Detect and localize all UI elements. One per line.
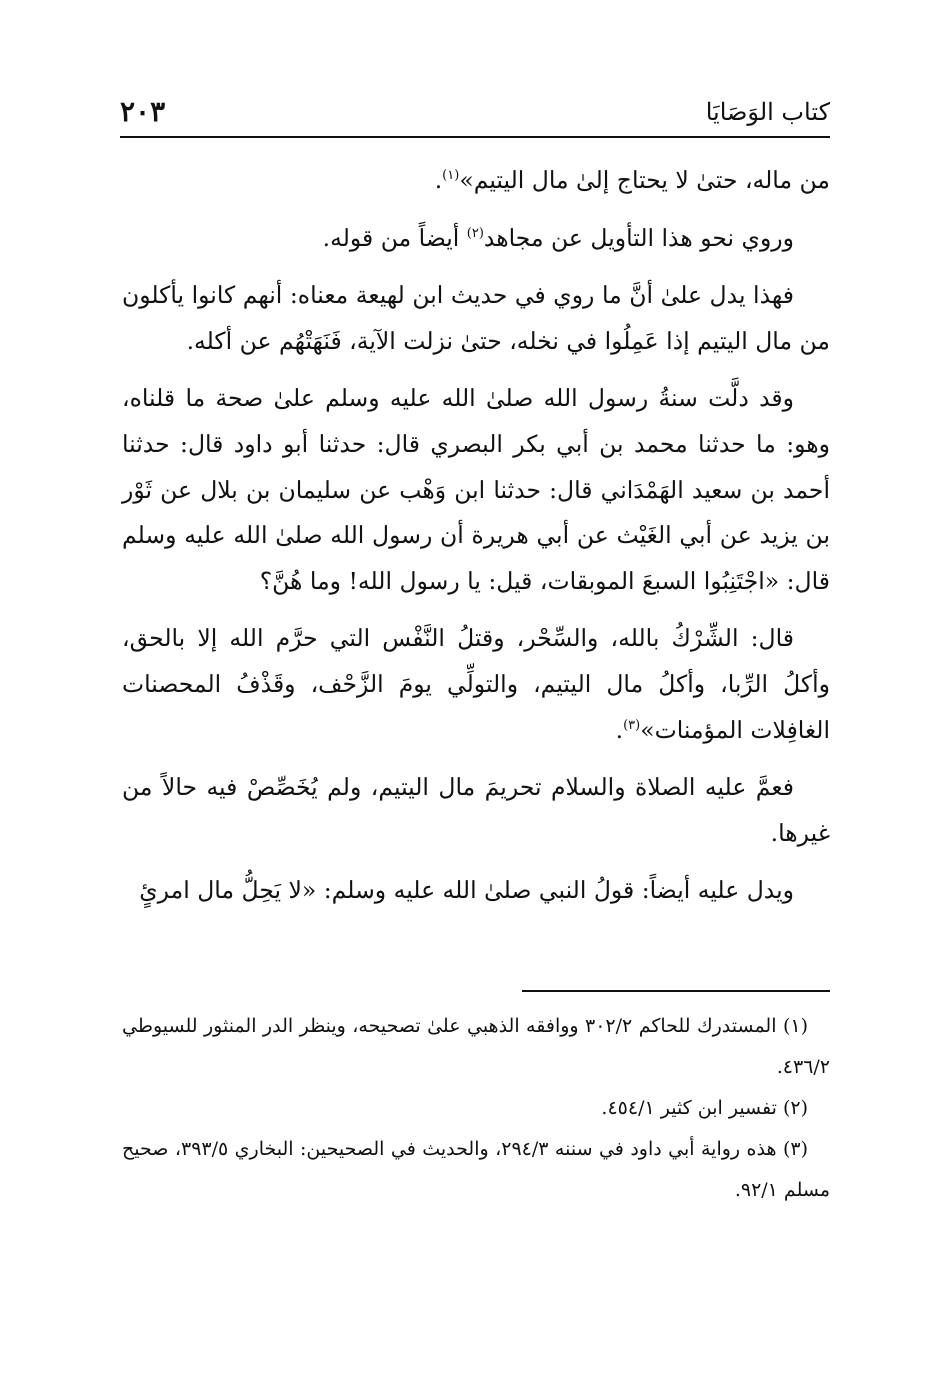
paragraph-6: فعمَّ عليه الصلاة والسلام تحريمَ مال اليتيم، ولم يُخَصِّصْ فيه حالاً من غيرها. bbox=[122, 773, 830, 847]
footnote-2: (٢) تفسير ابن كثير ٤٥٤/١. bbox=[601, 1097, 808, 1119]
paragraph-4: وقد دلَّت سنةُ رسول الله صلىٰ الله عليه وسلم علىٰ صحة ما قلناه، وهو: ما حدثنا محمد بن أبي بكر البصري قال: حدثنا أبو داود قال: حدثنا أحمد بن سعيد الهَمْدَاني قال: حدثنا ابن وَهْب عن سليمان بن بلال عن ثَوْر بن يزيد عن أبي الغَيْث عن أبي هريرة أن رسول الله صلىٰ الله عليه وسلم قال: «اجْتَنِبُوا السبعَ الموبقات، قيل: يا رسول الله! وما هُنَّ؟ bbox=[122, 384, 830, 595]
paragraph-1: من ماله، حتىٰ لا يحتاج إلىٰ مال اليتيم»$^{(١)}$. bbox=[434, 166, 830, 194]
footnote-1: (١) المستدرك للحاكم ٣٠٢/٢ ووافقه الذهبي علىٰ تصحيحه، وينظر الدر المنثور للسيوطي ٤٣٦/٢. bbox=[122, 1015, 830, 1078]
footnote-ref-3: (٣) bbox=[623, 717, 641, 733]
footnote-ref-2: (٢) bbox=[466, 225, 484, 241]
footnote-3: (٣) هذه رواية أبي داود في سننه ٢٩٤/٣، والحديث في الصحيحين: البخاري ٣٩٣/٥، صحيح مسلم ٩٢/١. bbox=[122, 1138, 830, 1201]
paragraph-5: قال: الشِّرْكُ بالله، والسِّحْر، وقتلُ النَّفْس التي حرَّم الله إلا بالحق، وأكلُ الرِّبا، وأكلُ مال اليتيم، والتولِّي يومَ الزَّحْف، وقَذْفُ المحصنات الغافِلات المؤمنات»$^{(٣)}$. bbox=[122, 624, 830, 744]
main-text bbox=[122, 158, 830, 926]
footnotes bbox=[122, 1006, 830, 1211]
footnote-ref-1: (١) bbox=[442, 168, 460, 184]
book-title: كتاب الوَصَايَا bbox=[705, 98, 830, 126]
paragraph-3: فهذا يدل علىٰ أنَّ ما روي في حديث ابن لهيعة معناه: أنهم كانوا يأكلون من مال اليتيم إذا عَمِلُوا في نخله، حتىٰ نزلت الآية، فَنَهَتْهُم عن أكله. bbox=[122, 281, 830, 355]
paragraph-2: وروي نحو هذا التأويل عن مجاهد$^{(٢)}$ أيضاً من قوله. bbox=[322, 223, 794, 252]
paragraph-7: ويدل عليه أيضاً: قولُ النبي صلىٰ الله عليه وسلم: «لا يَحِلُّ مال امرئٍ bbox=[139, 876, 794, 905]
footnote-separator bbox=[522, 990, 830, 992]
running-header bbox=[120, 92, 830, 138]
page-number: ٢٠٣ bbox=[120, 95, 166, 128]
